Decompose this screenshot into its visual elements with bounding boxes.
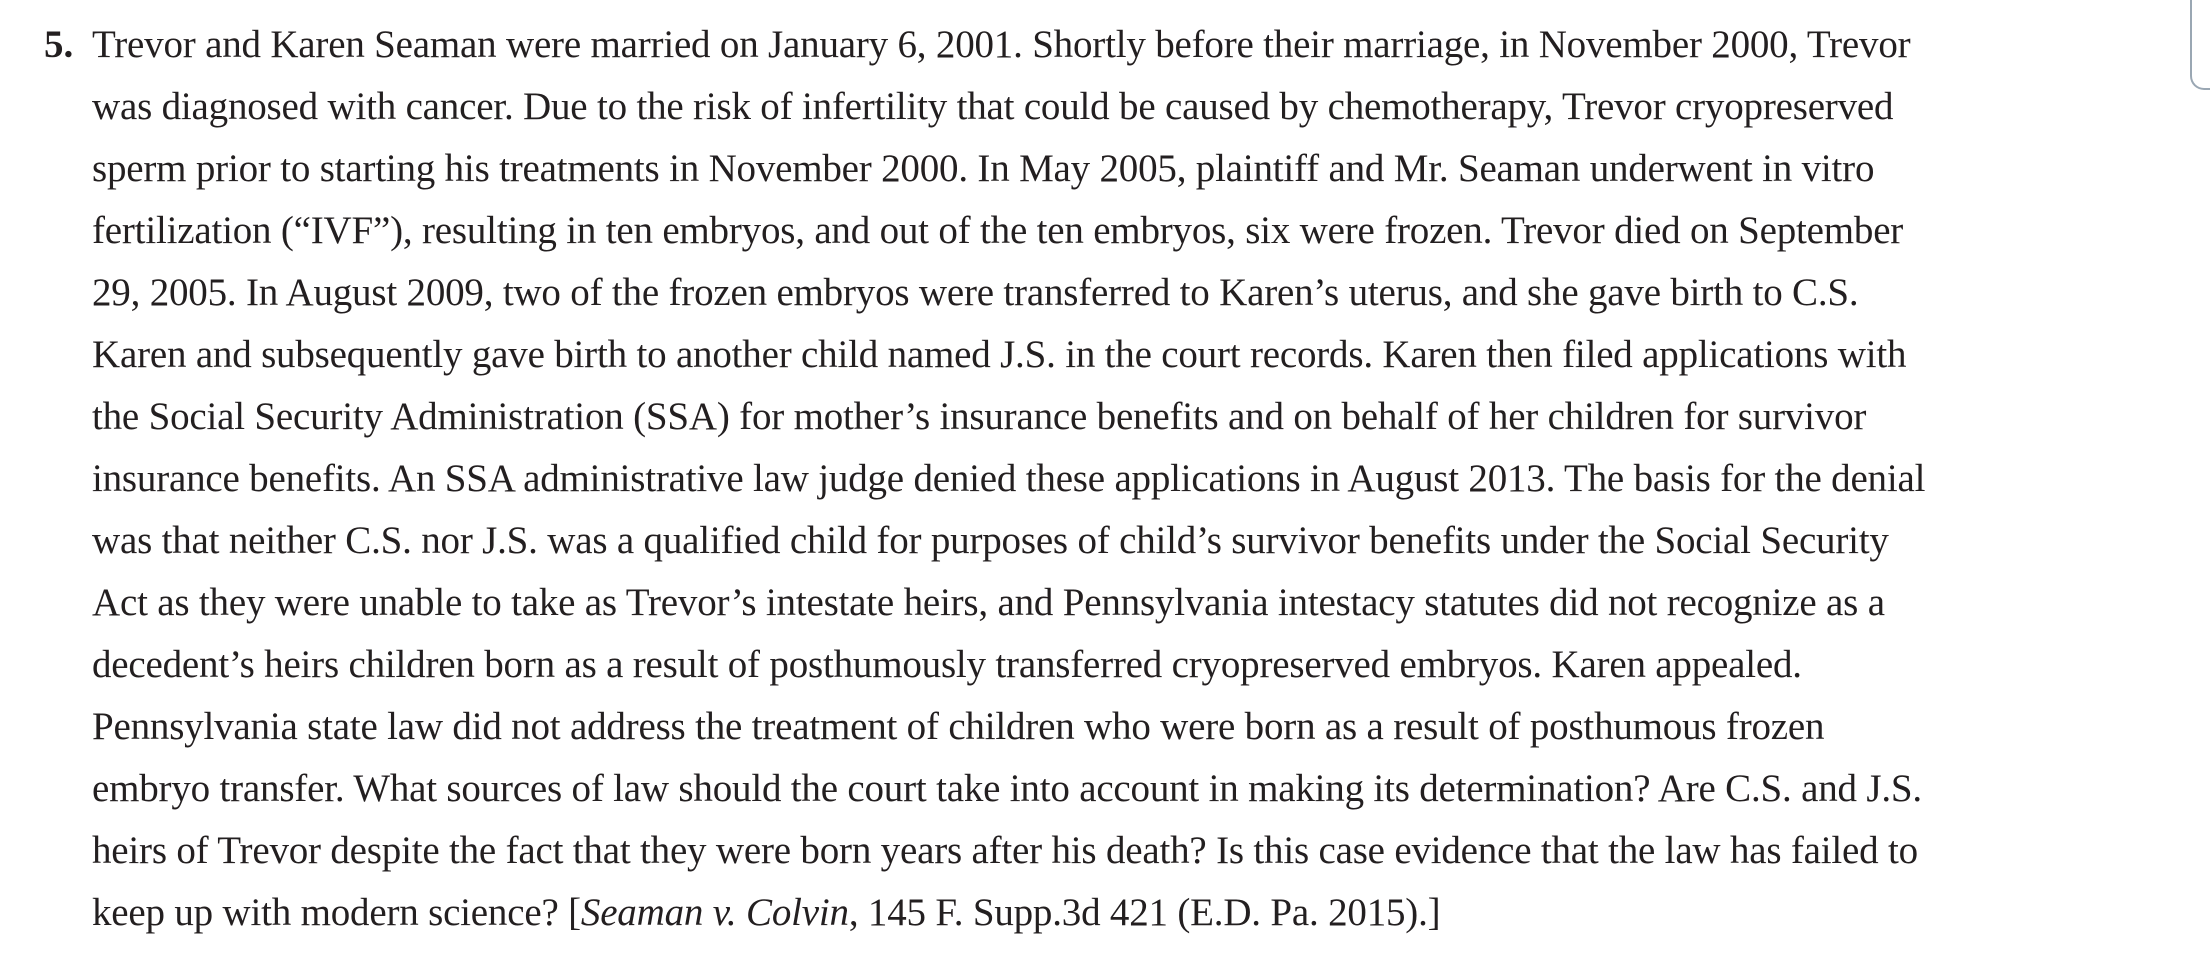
question-line: insurance benefits. An SSA administrative law judge denied these applications in August 2013. The basis for the denial — [92, 457, 1926, 500]
question-line: embryo transfer. What sources of law should the court take into account in making its determination? Are C.S. and J.S. — [92, 767, 1922, 810]
question-line: heirs of Trevor despite the fact that they were born years after his death? Is this case evidence that the law has failed to — [92, 829, 1918, 872]
side-panel-tab[interactable] — [2190, 0, 2210, 90]
question-line: the Social Security Administration (SSA) for mother’s insurance benefits and on behalf of her children for survivor — [92, 395, 1867, 438]
case-name: Seaman v. Colvin — [580, 891, 849, 934]
question-line: Karen and subsequently gave birth to another child named J.S. in the court records. Karen then filed applications with — [92, 333, 1907, 376]
question-line: decedent’s heirs children born as a result of posthumously transferred cryopreserved embryos. Karen appealed. — [92, 643, 1802, 686]
question-line: Pennsylvania state law did not address the treatment of children who were born as a result of posthumous frozen — [92, 705, 1825, 748]
question-line: sperm prior to starting his treatments in November 2000. In May 2005, plaintiff and Mr. Seaman underwent in vitro — [92, 147, 1875, 190]
question-number: 5. — [44, 23, 74, 66]
question-line: 29, 2005. In August 2009, two of the frozen embryos were transferred to Karen’s uterus, and she gave birth to C.S. — [92, 271, 1859, 314]
question-text — [92, 14, 2180, 944]
question-line: Trevor and Karen Seaman were married on January 6, 2001. Shortly before their marriage, in November 2000, Trevor — [92, 23, 1911, 66]
question-line: was diagnosed with cancer. Due to the risk of infertility that could be caused by chemotherapy, Trevor cryopreserved — [92, 85, 1894, 128]
citation-prefix: keep up with modern science? [ — [92, 891, 581, 934]
question-line: Act as they were unable to take as Trevor’s intestate heirs, and Pennsylvania intestacy statutes did not recognize as a — [92, 581, 1885, 624]
question-line: fertilization (“IVF”), resulting in ten embryos, and out of the ten embryos, six were frozen. Trevor died on September — [92, 209, 1904, 252]
citation-suffix: , 145 F. Supp.3d 421 (E.D. Pa. 2015).] — [848, 891, 1441, 934]
question-last-line — [92, 882, 2180, 944]
question-line: was that neither C.S. nor J.S. was a qualified child for purposes of child’s survivor benefits under the Social Security — [92, 519, 1889, 562]
